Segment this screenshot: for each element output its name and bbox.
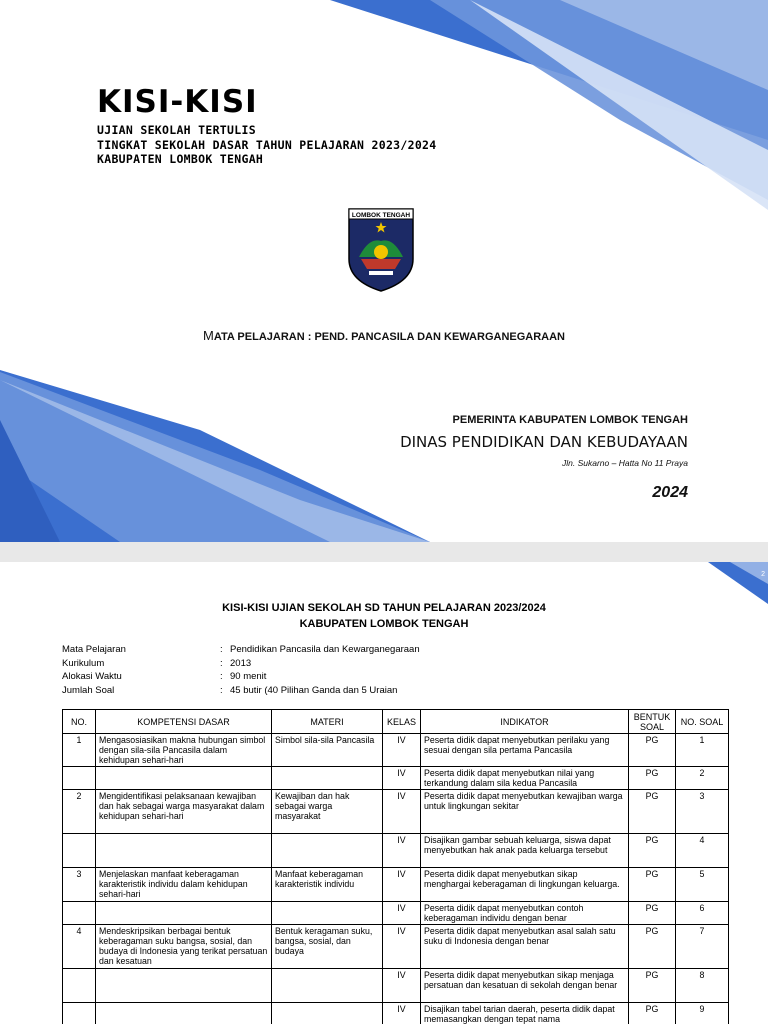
cell-no: [63, 834, 96, 868]
cell-indikator: Peserta didik dapat menyebutkan asal salah satu suku di Indonesia dengan benar: [421, 925, 629, 969]
cell-no: 4: [63, 925, 96, 969]
cell-kompetensi-dasar: Menjelaskan manfaat keberagaman karakteristik individu dalam kehidupan sehari-hari: [96, 868, 272, 902]
mapel-prefix: M: [202, 328, 214, 343]
grid-page: [0, 562, 768, 1024]
cell-no: [63, 1003, 96, 1024]
table-row: [63, 969, 729, 1003]
table-row: [63, 767, 729, 790]
cell-indikator: Disajikan tabel tarian daerah, peserta didik dapat memasangkan dengan tepat nama: [421, 1003, 629, 1024]
cell-materi: [272, 902, 383, 925]
cell-kelas: IV: [383, 925, 421, 969]
table-row: [63, 790, 729, 834]
cell-materi: [272, 1003, 383, 1024]
info-value: Pendidikan Pancasila dan Kewarganegaraan: [230, 644, 420, 655]
cell-materi: Manfaat keberagaman karakteristik individu: [272, 868, 383, 902]
cell-materi: [272, 969, 383, 1003]
info-key: Jumlah Soal: [62, 684, 115, 696]
cell-bentuk-soal: PG: [629, 969, 676, 1003]
cell-no-soal: 8: [676, 969, 729, 1003]
cell-no: 1: [63, 734, 96, 767]
info-row: Alokasi Waktu : 90 menit: [62, 671, 420, 685]
cell-kompetensi-dasar: Mengidentifikasi pelaksanaan kewajiban dan hak sebagai warga masyarakat dalam kehidupan sehari-hari: [96, 790, 272, 834]
cell-bentuk-soal: PG: [629, 734, 676, 767]
table-row: [63, 868, 729, 902]
address: Jln. Sukarno – Hatta No 11 Praya: [562, 458, 688, 468]
cell-indikator: Peserta didik dapat menyebutkan kewajiban warga untuk lingkungan sekitar: [421, 790, 629, 834]
cell-no-soal: 4: [676, 834, 729, 868]
cell-no: [63, 902, 96, 925]
cell-kelas: IV: [383, 734, 421, 767]
cell-no: [63, 969, 96, 1003]
info-row: Jumlah Soal : 45 butir (40 Pilihan Ganda dan 5 Uraian: [62, 685, 420, 699]
cell-indikator: Peserta didik dapat menyebutkan sikap menjaga persatuan dan kesatuan di sekolah dengan benar: [421, 969, 629, 1003]
table-header-row: [63, 710, 729, 734]
cell-no-soal: 3: [676, 790, 729, 834]
cell-no-soal: 6: [676, 902, 729, 925]
table-row: [63, 834, 729, 868]
cell-kelas: IV: [383, 868, 421, 902]
page-number: 2: [761, 571, 765, 578]
cell-no-soal: 9: [676, 1003, 729, 1024]
table-row: [63, 734, 729, 767]
column-header: KOMPETENSI DASAR: [96, 710, 272, 734]
cell-indikator: Peserta didik dapat menyebutkan nilai yang terkandung dalam sila kedua Pancasila: [421, 767, 629, 790]
cell-bentuk-soal: PG: [629, 925, 676, 969]
info-value: 2013: [230, 657, 252, 669]
cell-kelas: IV: [383, 790, 421, 834]
table-row: [63, 925, 729, 969]
cell-no-soal: 7: [676, 925, 729, 969]
cell-indikator: Peserta didik dapat menyebutkan perilaku yang sesuai dengan sila pertama Pancasila: [421, 734, 629, 767]
mata-pelajaran-line: [0, 328, 768, 343]
cell-no-soal: 5: [676, 868, 729, 902]
info-key: Alokasi Waktu: [62, 671, 122, 682]
info-key: Mata Pelajaran: [62, 644, 126, 655]
cell-bentuk-soal: PG: [629, 902, 676, 925]
cell-kelas: IV: [383, 834, 421, 868]
government-name: PEMERINTA KABUPATEN LOMBOK TENGAH: [452, 414, 688, 426]
grid-heading: KISI-KISI UJIAN SEKOLAH SD TAHUN PELAJARAN 2023/2024: [222, 602, 546, 614]
cell-kompetensi-dasar: [96, 969, 272, 1003]
department-name: DINAS PENDIDIKAN DAN KEBUDAYAAN: [400, 433, 688, 451]
cover-subtitle-line-3: KABUPATEN LOMBOK TENGAH: [97, 152, 264, 166]
column-header: NO. SOAL: [676, 710, 729, 734]
column-header: NO.: [63, 710, 96, 734]
column-header: INDIKATOR: [421, 710, 629, 734]
cell-bentuk-soal: PG: [629, 767, 676, 790]
table-row: [63, 1003, 729, 1024]
cell-kelas: IV: [383, 969, 421, 1003]
cell-no: 3: [63, 868, 96, 902]
cell-materi: Simbol sila-sila Pancasila: [272, 734, 383, 767]
cell-indikator: Peserta didik dapat menyebutkan contoh keberagaman individu dengan benar: [421, 902, 629, 925]
cell-no: [63, 767, 96, 790]
cell-bentuk-soal: PG: [629, 834, 676, 868]
column-header: BENTUK SOAL: [629, 710, 676, 734]
cell-bentuk-soal: PG: [629, 790, 676, 834]
cell-no-soal: 1: [676, 734, 729, 767]
cell-kompetensi-dasar: Mengasosiasikan makna hubungan simbol dengan sila-sila Pancasila dalam kehidupan sehari-hari: [96, 734, 272, 767]
svg-text:LOMBOK TENGAH: LOMBOK TENGAH: [351, 212, 411, 219]
cover-year: 2024: [652, 484, 688, 501]
grid-subheading: KABUPATEN LOMBOK TENGAH: [299, 618, 469, 630]
cell-no: 2: [63, 790, 96, 834]
cell-materi: Bentuk keragaman suku, bangsa, sosial, dan budaya: [272, 925, 383, 969]
info-row: Kurikulum : 2013: [62, 658, 420, 672]
exam-info: [62, 644, 420, 698]
lombok-tengah-emblem: [347, 207, 415, 293]
column-header: KELAS: [383, 710, 421, 734]
info-value: 45 butir (40 Pilihan Ganda dan 5 Uraian: [230, 684, 398, 696]
cell-kelas: IV: [383, 767, 421, 790]
cell-materi: [272, 767, 383, 790]
info-value: 90 menit: [230, 671, 267, 682]
cover-subtitle-line-2: TINGKAT SEKOLAH DASAR TAHUN PELAJARAN 2023/2024: [97, 138, 437, 152]
cell-materi: [272, 834, 383, 868]
cell-kelas: IV: [383, 902, 421, 925]
cell-kelas: IV: [383, 1003, 421, 1024]
cell-kompetensi-dasar: [96, 1003, 272, 1024]
cell-bentuk-soal: PG: [629, 868, 676, 902]
cell-indikator: Disajikan gambar sebuah keluarga, siswa dapat menyebutkan hak anak pada keluarga tersebut: [421, 834, 629, 868]
cell-indikator: Peserta didik dapat menyebutkan sikap menghargai keberagaman di lingkungan keluarga.: [421, 868, 629, 902]
cell-kompetensi-dasar: [96, 902, 272, 925]
mapel-text: ATA PELAJARAN : PEND. PANCASILA DAN KEWARGANEGARAAN: [213, 331, 566, 343]
cell-materi: Kewajiban dan hak sebagai warga masyarakat: [272, 790, 383, 834]
column-header: MATERI: [272, 710, 383, 734]
table-row: [63, 902, 729, 925]
cell-no-soal: 2: [676, 767, 729, 790]
cell-kompetensi-dasar: [96, 767, 272, 790]
cover-subtitle-line-1: UJIAN SEKOLAH TERTULIS: [97, 123, 256, 137]
info-key: Kurikulum: [62, 657, 105, 669]
cell-bentuk-soal: PG: [629, 1003, 676, 1024]
cover-title: KISI-KISI: [97, 84, 258, 120]
info-row: Mata Pelajaran : Pendidikan Pancasila dan Kewarganegaraan: [62, 644, 420, 658]
grid-table: [62, 709, 729, 1024]
cell-kompetensi-dasar: Mendeskripsikan berbagai bentuk keberagaman suku bangsa, sosial, dan budaya di Indonesia yang terikat persatuan dan kesatuan: [96, 925, 272, 969]
cell-kompetensi-dasar: [96, 834, 272, 868]
